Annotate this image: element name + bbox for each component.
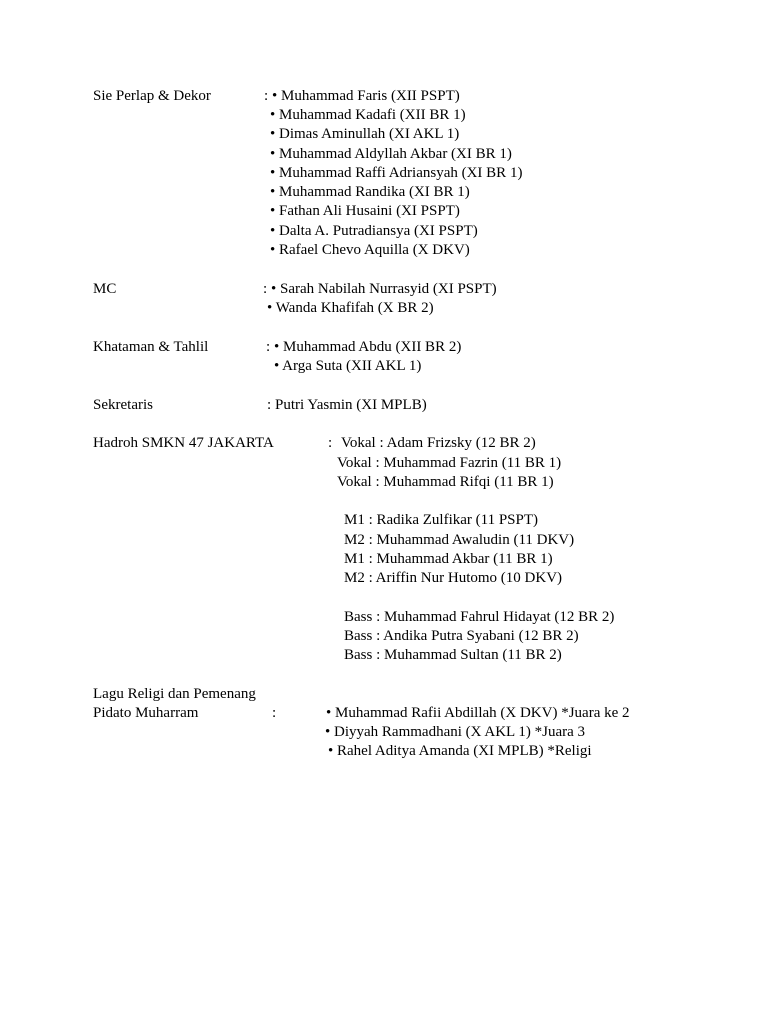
section-label-lagu-line1: Lagu Religi dan Pemenang (93, 686, 256, 702)
member-perlap-1: • Muhammad Faris (XII PSPT) (272, 88, 460, 104)
member-lagu-1: • Muhammad Rafii Abdillah (X DKV) *Juara ke 2 (326, 705, 630, 721)
hadroh-vokal-3: Vokal : Muhammad Rifqi (11 BR 1) (337, 474, 554, 490)
section-label-perlap: Sie Perlap & Dekor (93, 88, 211, 104)
member-lagu-3: • Rahel Aditya Amanda (XI MPLB) *Religi (328, 743, 592, 759)
hadroh-m-3: M1 : Muhammad Akbar (11 BR 1) (344, 551, 553, 567)
section-label-khataman: Khataman & Tahlil (93, 339, 209, 355)
member-khataman-1: • Muhammad Abdu (XII BR 2) (274, 339, 462, 355)
member-perlap-7: • Fathan Ali Husaini (XI PSPT) (270, 203, 460, 219)
section-label-lagu-line2: Pidato Muharram (93, 705, 199, 721)
hadroh-vokal-1: Vokal : Adam Frizsky (12 BR 2) (341, 435, 536, 451)
hadroh-m-1: M1 : Radika Zulfikar (11 PSPT) (344, 512, 539, 528)
colon-khataman: : (266, 339, 271, 355)
colon-mc: : (263, 281, 268, 297)
hadroh-bass-1: Bass : Muhammad Fahrul Hidayat (12 BR 2) (344, 609, 615, 625)
member-perlap-4: • Muhammad Aldyllah Akbar (XI BR 1) (270, 146, 512, 162)
member-sekretaris-1: Putri Yasmin (XI MPLB) (275, 397, 427, 413)
member-mc-1: • Sarah Nabilah Nurrasyid (XI PSPT) (271, 281, 497, 297)
member-perlap-3: • Dimas Aminullah (XI AKL 1) (270, 126, 460, 142)
hadroh-m-2: M2 : Muhammad Awaludin (11 DKV) (344, 532, 575, 548)
member-lagu-2: • Diyyah Rammadhani (X AKL 1) *Juara 3 (325, 724, 586, 740)
member-khataman-2: • Arga Suta (XII AKL 1) (274, 358, 422, 374)
member-perlap-6: • Muhammad Randika (XI BR 1) (270, 184, 470, 200)
member-perlap-9: • Rafael Chevo Aquilla (X DKV) (270, 242, 470, 258)
hadroh-bass-2: Bass : Andika Putra Syabani (12 BR 2) (344, 628, 579, 644)
hadroh-vokal-2: Vokal : Muhammad Fazrin (11 BR 1) (337, 455, 562, 471)
colon-lagu: : (272, 705, 277, 721)
hadroh-bass-3: Bass : Muhammad Sultan (11 BR 2) (344, 647, 562, 663)
colon-perlap: : (264, 88, 269, 104)
section-label-mc: MC (93, 281, 117, 297)
section-label-sekretaris: Sekretaris (93, 397, 153, 413)
member-perlap-5: • Muhammad Raffi Adriansyah (XI BR 1) (270, 165, 523, 181)
member-mc-2: • Wanda Khafifah (X BR 2) (267, 300, 434, 316)
member-perlap-2: • Muhammad Kadafi (XII BR 1) (270, 107, 466, 123)
member-perlap-8: • Dalta A. Putradiansya (XI PSPT) (270, 223, 478, 239)
colon-hadroh: : (328, 435, 333, 451)
colon-sekretaris: : (267, 397, 272, 413)
section-label-hadroh: Hadroh SMKN 47 JAKARTA (93, 435, 274, 451)
hadroh-m-4: M2 : Ariffin Nur Hutomo (10 DKV) (344, 570, 563, 586)
